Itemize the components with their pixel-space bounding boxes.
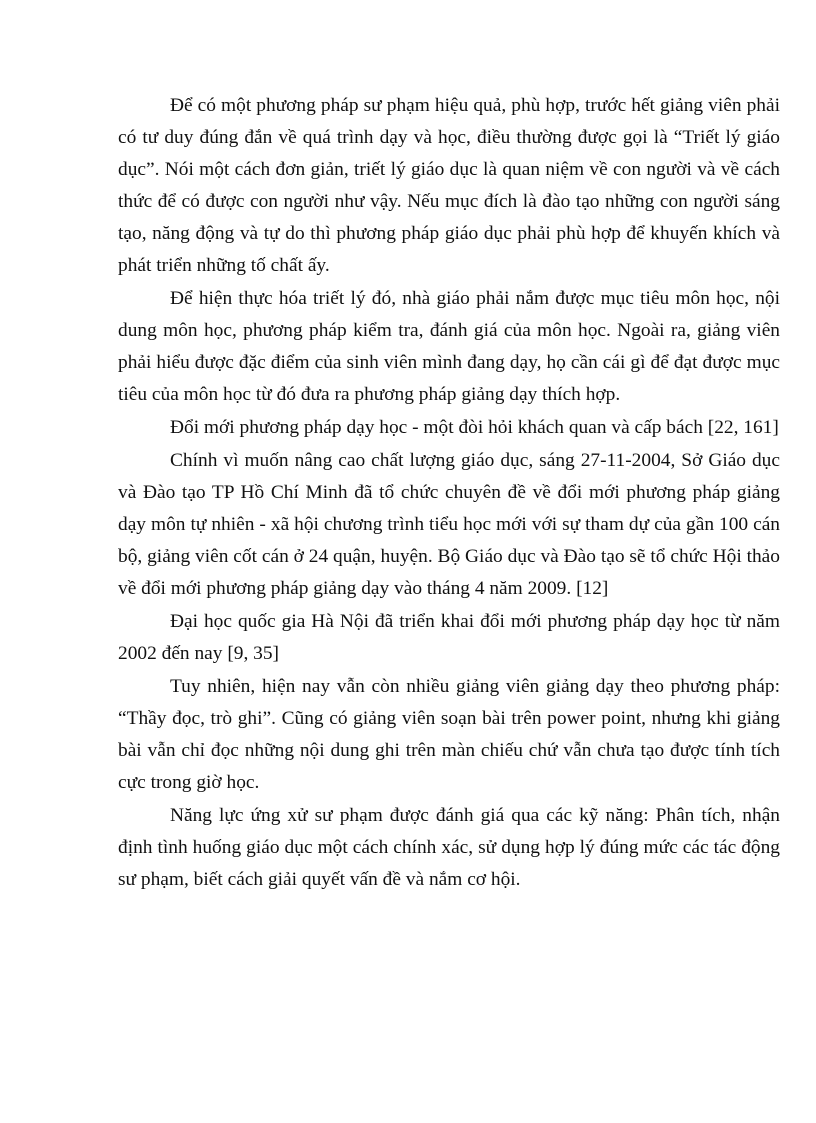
paragraph-realizing-philosophy: Để hiện thực hóa triết lý đó, nhà giáo phải nắm được mục tiêu môn học, nội dung môn học, phương pháp kiểm tra, đánh giá của môn học. Ngoài ra, giảng viên phải hiểu được đặc điểm của sinh viên mình đang dạy, họ cần cái gì để đạt được mục tiêu của môn học từ đó đưa ra phương pháp giảng dạy thích hợp. <box>118 288 780 405</box>
paragraph-however: Tuy nhiên, hiện nay vẫn còn nhiều giảng viên giảng dạy theo phương pháp: “Thầy đọc, trò ghi”. Cũng có giảng viên soạn bài trên power point, nhưng khi giảng bài vẫn chỉ đọc những nội dung ghi trên màn chiếu chứ vẫn chưa tạo được tính tích cực trong giờ học. <box>118 676 780 793</box>
paragraph-innovation-heading: Đổi mới phương pháp dạy học - một đòi hỏi khách quan và cấp bách [22, 161] <box>170 417 779 438</box>
document-body <box>118 90 780 897</box>
paragraph-competence: Năng lực ứng xử sư phạm được đánh giá qua các kỹ năng: Phân tích, nhận định tình huống giáo dục một cách chính xác, sử dụng hợp lý đúng mức các tác động sư phạm, biết cách giải quyết vấn đề và nắm cơ hội. <box>118 805 780 890</box>
paragraph-hcmc-department: Chính vì muốn nâng cao chất lượng giáo dục, sáng 27-11-2004, Sở Giáo dục và Đào tạo TP Hồ Chí Minh đã tổ chức chuyên đề về đổi mới phương pháp giảng dạy môn tự nhiên - xã hội chương trình tiểu học mới với sự tham dự của gần 100 cán bộ, giảng viên cốt cán ở 24 quận, huyện. Bộ Giáo dục và Đào tạo sẽ tổ chức Hội thảo về đổi mới phương pháp giảng dạy vào tháng 4 năm 2009. [12] <box>118 450 780 599</box>
paragraph-vnu-hanoi: Đại học quốc gia Hà Nội đã triển khai đổi mới phương pháp dạy học từ năm 2002 đến nay [9, 35] <box>118 611 780 664</box>
paragraph-teaching-philosophy: Để có một phương pháp sư phạm hiệu quả, phù hợp, trước hết giảng viên phải có tư duy đúng đắn về quá trình dạy và học, điều thường được gọi là “Triết lý giáo dục”. Nói một cách đơn giản, triết lý giáo dục là quan niệm về con người và về cách thức để có được con người như vậy. Nếu mục đích là đào tạo những con người sáng tạo, năng động và tự do thì phương pháp giáo dục phải phù hợp để khuyến khích và phát triển những tố chất ấy. <box>118 95 780 276</box>
